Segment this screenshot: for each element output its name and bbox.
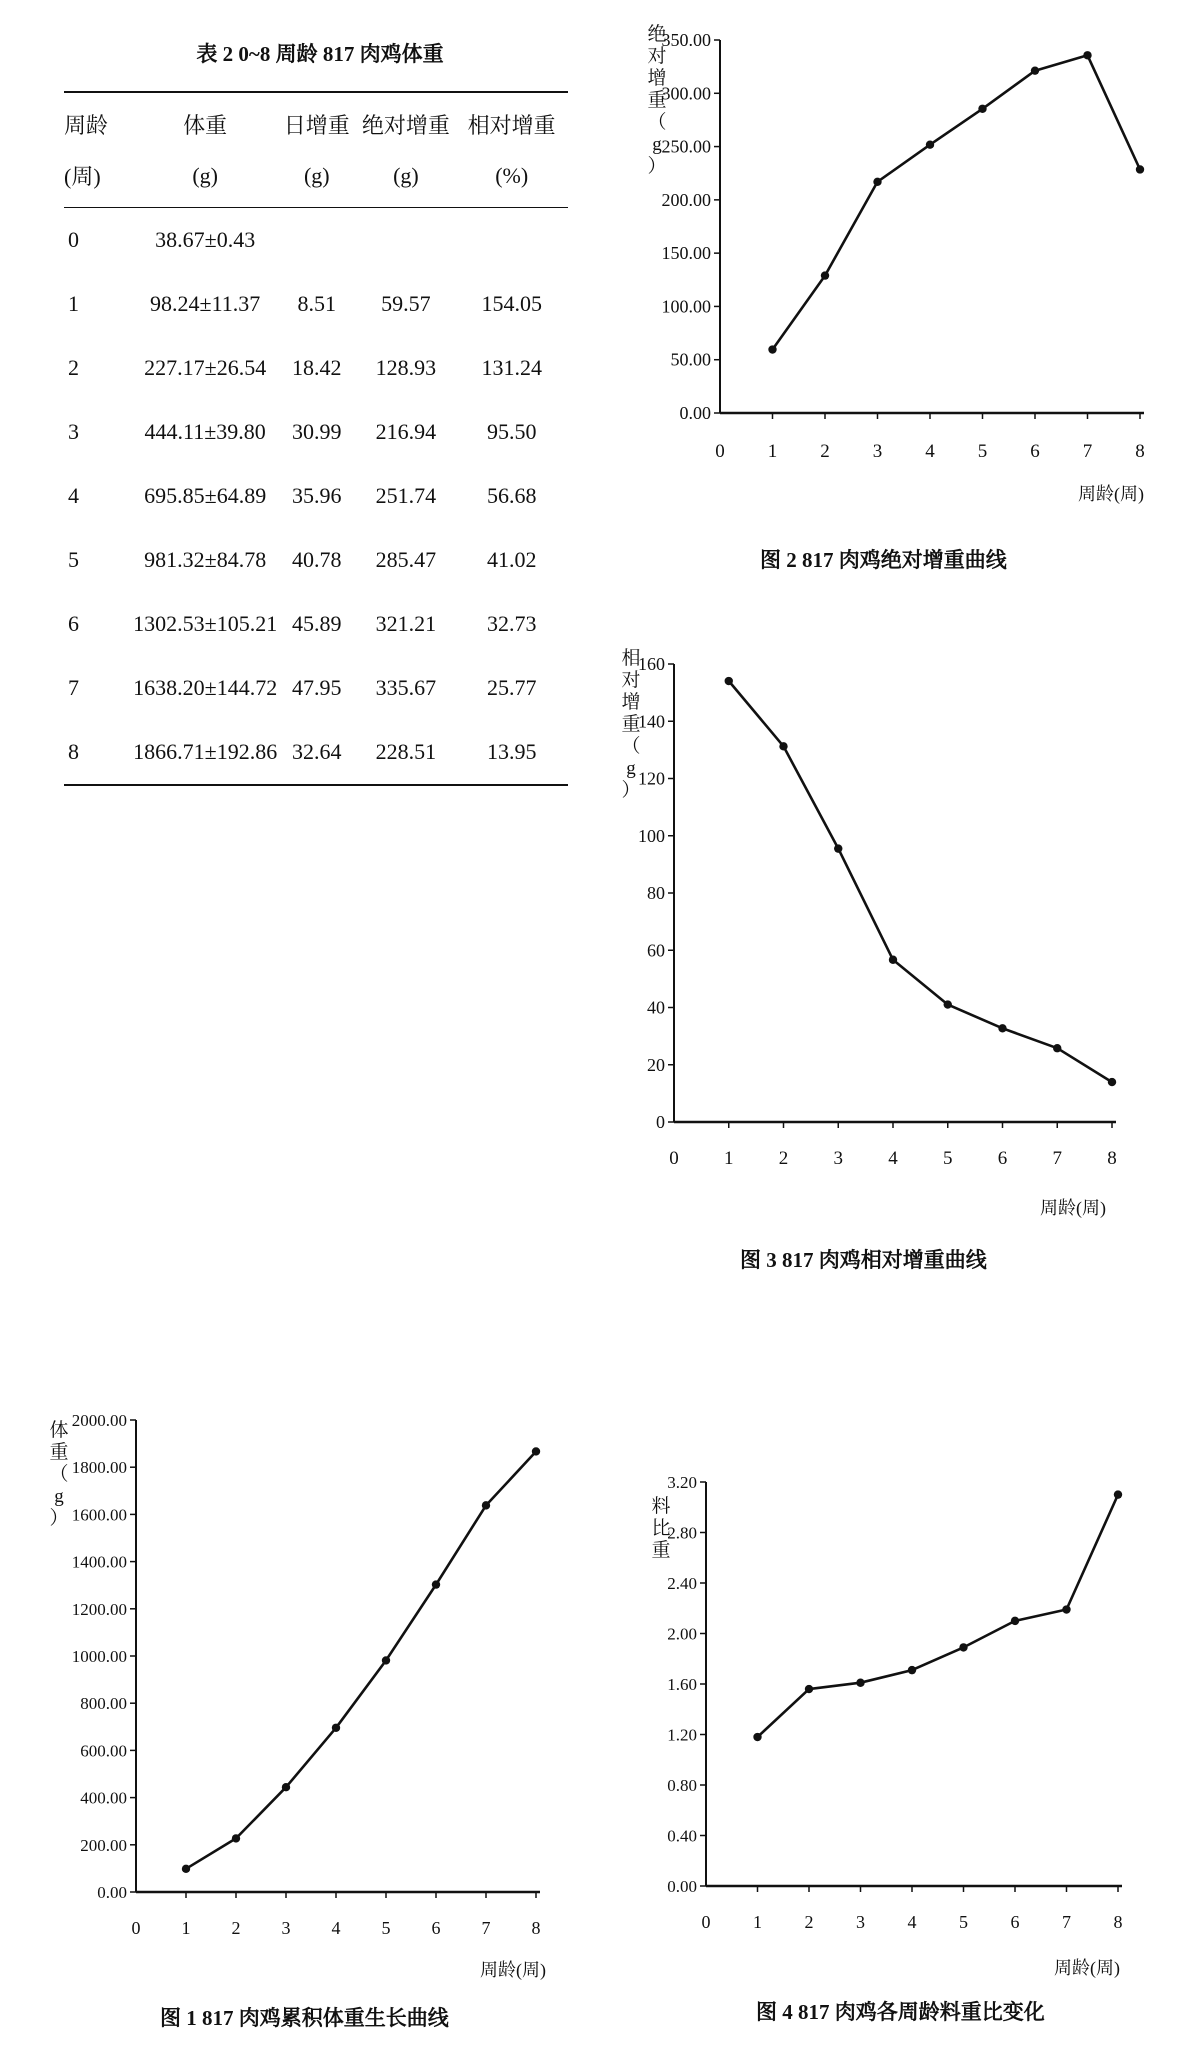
y-tick-label: 40 — [647, 997, 665, 1018]
data-point — [908, 1666, 916, 1674]
header-unit-relative-gain: (%) — [455, 148, 568, 208]
cell-weight: 38.67±0.43 — [155, 227, 256, 252]
cell-week: 6 — [68, 611, 79, 636]
data-point — [1062, 1605, 1070, 1613]
cell-relative-gain: 95.50 — [486, 419, 537, 444]
y-axis-label — [48, 1420, 70, 1530]
cell-relative-gain: 13.95 — [455, 720, 568, 785]
data-point — [959, 1643, 967, 1651]
data-point — [1053, 1044, 1061, 1052]
series-line — [186, 1452, 536, 1869]
data-point — [873, 178, 881, 186]
x-tick-label: 8 — [1113, 1912, 1123, 1932]
y-axis-label-char: 比 — [651, 1518, 671, 1539]
header-unit-absolute-gain: (g) — [356, 148, 455, 208]
y-tick-label: 140 — [638, 711, 665, 732]
y-axis-label-char: 体 — [49, 1420, 69, 1441]
y-tick-label: 1200.00 — [71, 1599, 127, 1619]
x-tick-label: 7 — [481, 1918, 491, 1938]
cell-weight: 695.85±64.89 — [144, 483, 267, 508]
y-axis-label-char: 增 — [621, 692, 641, 713]
y-axis-label-char: （ — [621, 736, 641, 757]
table-row — [64, 720, 568, 785]
data-point — [725, 677, 733, 685]
cell-relative-gain: 25.77 — [486, 675, 537, 700]
table-row — [64, 528, 568, 592]
y-axis-label-char: ） — [647, 156, 667, 177]
x-tick-label: 7 — [1062, 1912, 1071, 1932]
y-tick-label: 1000.00 — [71, 1647, 127, 1666]
data-point — [1108, 1078, 1116, 1086]
y-tick-label: 1800.00 — [71, 1458, 127, 1478]
x-tick-label: 8 — [531, 1918, 541, 1938]
table-title: 表 2 0~8 周龄 817 肉鸡体重 — [196, 42, 444, 66]
cell-weight: 1866.71±192.86 — [133, 720, 277, 785]
chart-feed-weight-ratio — [646, 1470, 1146, 1978]
cell-week: 0 — [68, 227, 79, 252]
y-tick-label: 120 — [638, 768, 665, 789]
data-point — [482, 1501, 490, 1509]
header-week: 周龄 — [64, 92, 133, 148]
data-point — [1011, 1617, 1019, 1625]
y-tick-label: 0.00 — [667, 1877, 697, 1896]
x-tick-label: 2 — [820, 441, 830, 462]
data-point — [998, 1024, 1006, 1032]
data-point — [432, 1580, 440, 1588]
cell-daily-gain: 30.99 — [292, 419, 342, 444]
cell-relative-gain: 56.68 — [486, 483, 537, 508]
x-tick-label: 5 — [959, 1912, 968, 1932]
cell-daily-gain: 8.51 — [297, 291, 337, 316]
data-point — [1136, 165, 1144, 173]
cell-relative-gain — [455, 208, 568, 273]
y-tick-label: 2000.00 — [71, 1411, 127, 1430]
series-line — [758, 1495, 1119, 1737]
x-axis-label: 周龄(周) — [1078, 484, 1144, 504]
x-tick-label: 0 — [669, 1148, 679, 1169]
cell-daily-gain: 18.42 — [292, 355, 342, 380]
caption-fig4: 图 4 817 肉鸡各周龄料重比变化 — [756, 2000, 1045, 2024]
y-tick-label: 80 — [647, 883, 665, 903]
data-point — [805, 1685, 813, 1693]
data-point — [382, 1656, 390, 1664]
cell-daily-gain: 45.89 — [292, 611, 342, 636]
data-point — [944, 1000, 952, 1008]
table-row — [64, 464, 568, 528]
y-axis-label-char: （ — [647, 112, 667, 133]
cell-absolute-gain: 216.94 — [375, 419, 437, 444]
x-tick-label: 1 — [753, 1912, 762, 1932]
y-tick-label: 3.20 — [667, 1473, 697, 1492]
x-tick-label: 5 — [943, 1148, 953, 1169]
x-axis-label: 周龄(周) — [1054, 1958, 1120, 1978]
x-tick-label: 7 — [1082, 441, 1093, 462]
cell-week: 4 — [68, 483, 79, 508]
y-tick-label: 300.00 — [661, 83, 711, 104]
cell-weight: 98.24±11.37 — [150, 291, 261, 316]
x-tick-label: 3 — [281, 1918, 291, 1938]
header-weight: 体重 — [133, 92, 277, 148]
header-unit-weight: (g) — [133, 148, 277, 208]
data-point — [978, 105, 986, 113]
chart-feed-weight-ratio-plot — [646, 1470, 1146, 1932]
y-tick-label: 2.80 — [667, 1523, 697, 1543]
cell-weight: 1638.20±144.72 — [133, 675, 278, 700]
data-point — [834, 844, 842, 852]
x-tick-label: 0 — [701, 1912, 711, 1932]
y-tick-label: 1600.00 — [71, 1505, 127, 1525]
y-tick-label: 100.00 — [661, 296, 711, 317]
x-tick-label: 6 — [1010, 1912, 1020, 1932]
caption-fig1: 图 1 817 肉鸡累积体重生长曲线 — [160, 2006, 449, 2030]
x-tick-label: 1 — [767, 441, 778, 462]
caption-fig2: 图 2 817 肉鸡绝对增重曲线 — [760, 548, 1007, 572]
header-absolute-gain: 绝对增重 — [356, 92, 455, 148]
y-axis-label-char: 重 — [49, 1442, 69, 1463]
y-tick-label: 0.80 — [667, 1776, 697, 1795]
x-tick-label: 7 — [1052, 1148, 1062, 1169]
data-point — [821, 271, 829, 279]
cell-week: 1 — [68, 291, 79, 316]
table-row — [64, 272, 568, 336]
x-tick-label: 5 — [381, 1918, 391, 1938]
y-tick-label: 150.00 — [661, 243, 711, 264]
cell-relative-gain: 131.24 — [481, 355, 542, 380]
x-axis-label: 周龄(周) — [1040, 1198, 1106, 1218]
caption-fig3: 图 3 817 肉鸡相对增重曲线 — [740, 1248, 987, 1272]
x-tick-label: 5 — [977, 441, 988, 462]
y-tick-label: 0.40 — [667, 1826, 697, 1846]
x-tick-label: 4 — [907, 1912, 917, 1932]
x-tick-label: 3 — [833, 1148, 843, 1169]
series-line — [773, 55, 1141, 349]
y-axis-label-char: 绝 — [647, 24, 667, 45]
cell-daily-gain — [277, 208, 356, 273]
y-axis-label-char: 重 — [621, 714, 641, 735]
y-tick-label: 800.00 — [80, 1694, 127, 1714]
x-tick-label: 4 — [925, 441, 935, 462]
y-axis-label-char: g — [54, 1486, 64, 1507]
cell-relative-gain: 41.02 — [486, 547, 537, 572]
cell-week: 7 — [68, 675, 79, 700]
y-axis-label-char: 重 — [647, 90, 667, 111]
table-row — [64, 336, 568, 400]
cell-absolute-gain: 228.51 — [356, 720, 455, 785]
data-point — [768, 345, 776, 353]
data-point — [856, 1679, 864, 1687]
cell-weight: 444.11±39.80 — [144, 419, 266, 444]
y-tick-label: 1.20 — [667, 1725, 697, 1745]
data-point — [1031, 66, 1039, 74]
cell-week: 2 — [68, 355, 79, 380]
y-tick-label: 1.60 — [667, 1675, 697, 1694]
cell-relative-gain: 154.05 — [481, 291, 542, 316]
y-tick-label: 50.00 — [670, 349, 711, 370]
chart-absolute-gain-plot — [640, 28, 1160, 468]
x-tick-label: 2 — [231, 1918, 241, 1938]
y-tick-label: 600.00 — [80, 1741, 127, 1761]
weight-table — [64, 91, 568, 786]
cell-absolute-gain — [356, 208, 455, 273]
chart-absolute-gain — [640, 24, 1160, 504]
data-point — [532, 1447, 540, 1455]
y-axis-label-char: ） — [621, 780, 641, 801]
header-daily-gain: 日增重 — [277, 92, 356, 148]
data-point — [926, 141, 934, 149]
x-tick-label: 2 — [778, 1148, 789, 1169]
x-tick-label: 3 — [856, 1912, 865, 1932]
y-axis-label — [620, 648, 642, 802]
x-axis-label: 周龄(周) — [480, 1960, 546, 1980]
y-tick-label: 0.00 — [97, 1883, 127, 1902]
x-tick-label: 1 — [724, 1148, 734, 1169]
table-row — [64, 208, 568, 273]
x-tick-label: 8 — [1107, 1148, 1117, 1169]
data-point — [889, 956, 897, 964]
cell-absolute-gain: 251.74 — [375, 483, 437, 508]
x-tick-label: 0 — [715, 441, 725, 462]
x-tick-label: 4 — [888, 1148, 898, 1169]
y-tick-label: 0.00 — [679, 403, 711, 423]
y-tick-label: 200.00 — [80, 1835, 127, 1855]
table-row — [64, 592, 568, 656]
cell-weight: 1302.53±105.21 — [133, 611, 278, 636]
cell-week: 8 — [64, 720, 133, 785]
chart-relative-gain-plot — [620, 652, 1140, 1169]
y-tick-label: 350.00 — [661, 30, 711, 50]
table-body — [64, 208, 568, 786]
x-tick-label: 3 — [872, 441, 883, 462]
x-tick-label: 6 — [997, 1148, 1008, 1169]
y-tick-label: 200.00 — [661, 189, 711, 210]
cell-absolute-gain: 321.21 — [375, 611, 437, 636]
y-axis-label-char: 对 — [647, 46, 667, 67]
y-tick-label: 60 — [647, 940, 665, 961]
y-axis-label-char: 相 — [621, 648, 641, 669]
y-axis-label-char: 增 — [647, 68, 667, 89]
cell-absolute-gain: 128.93 — [375, 355, 437, 380]
y-tick-label: 2.40 — [667, 1574, 697, 1593]
table-row — [64, 656, 568, 720]
cell-daily-gain: 35.96 — [292, 483, 342, 508]
y-tick-label: 250.00 — [661, 136, 711, 157]
x-tick-label: 1 — [181, 1918, 191, 1938]
y-axis-label-char: 重 — [651, 1540, 671, 1561]
table-row — [64, 400, 568, 464]
data-point — [1114, 1490, 1122, 1498]
y-tick-label: 100 — [638, 825, 665, 846]
cell-daily-gain: 40.78 — [292, 547, 342, 572]
x-tick-label: 0 — [131, 1918, 141, 1938]
y-axis-label-char: g — [652, 134, 662, 155]
data-point — [182, 1865, 190, 1873]
y-tick-label: 2.00 — [667, 1624, 697, 1644]
cell-absolute-gain: 285.47 — [375, 547, 437, 572]
cell-daily-gain: 47.95 — [292, 675, 342, 700]
y-axis-label — [650, 1496, 672, 1562]
y-axis-label-char: ） — [49, 1508, 69, 1529]
data-point — [232, 1834, 240, 1842]
data-point — [1083, 51, 1091, 59]
cell-relative-gain: 32.73 — [486, 611, 537, 636]
y-tick-label: 1400.00 — [71, 1552, 127, 1572]
data-point — [753, 1733, 761, 1741]
x-tick-label: 4 — [331, 1918, 341, 1938]
series-line — [729, 681, 1112, 1082]
y-tick-label: 400.00 — [80, 1788, 127, 1808]
cell-absolute-gain: 335.67 — [375, 675, 437, 700]
x-tick-label: 6 — [1030, 441, 1040, 462]
y-tick-label: 20 — [647, 1054, 665, 1075]
data-point — [282, 1783, 290, 1791]
x-tick-label: 8 — [1135, 441, 1145, 462]
chart-relative-gain — [620, 648, 1140, 1218]
data-point — [332, 1724, 340, 1732]
cell-daily-gain: 32.64 — [277, 720, 356, 785]
y-axis-label-char: （ — [49, 1464, 69, 1485]
data-point — [779, 742, 787, 750]
cell-week: 5 — [68, 547, 79, 572]
header-unit-week: (周) — [64, 148, 133, 208]
header-relative-gain: 相对增重 — [455, 92, 568, 148]
cell-weight: 981.32±84.78 — [144, 547, 267, 572]
y-axis-label-char: 对 — [621, 670, 641, 691]
y-tick-label: 0 — [656, 1112, 665, 1132]
x-tick-label: 6 — [431, 1918, 441, 1938]
y-axis-label — [646, 24, 668, 178]
cell-week: 3 — [68, 419, 79, 444]
x-tick-label: 2 — [804, 1912, 814, 1932]
chart-cumulative-weight-plot — [44, 1400, 564, 1938]
y-axis-label-char: g — [626, 758, 636, 779]
chart-cumulative-weight — [44, 1400, 564, 1980]
header-unit-daily-gain: (g) — [277, 148, 356, 208]
cell-weight: 227.17±26.54 — [144, 355, 267, 380]
cell-absolute-gain: 59.57 — [381, 291, 431, 316]
y-tick-label: 160 — [638, 654, 665, 674]
y-axis-label-char: 料 — [651, 1496, 671, 1517]
